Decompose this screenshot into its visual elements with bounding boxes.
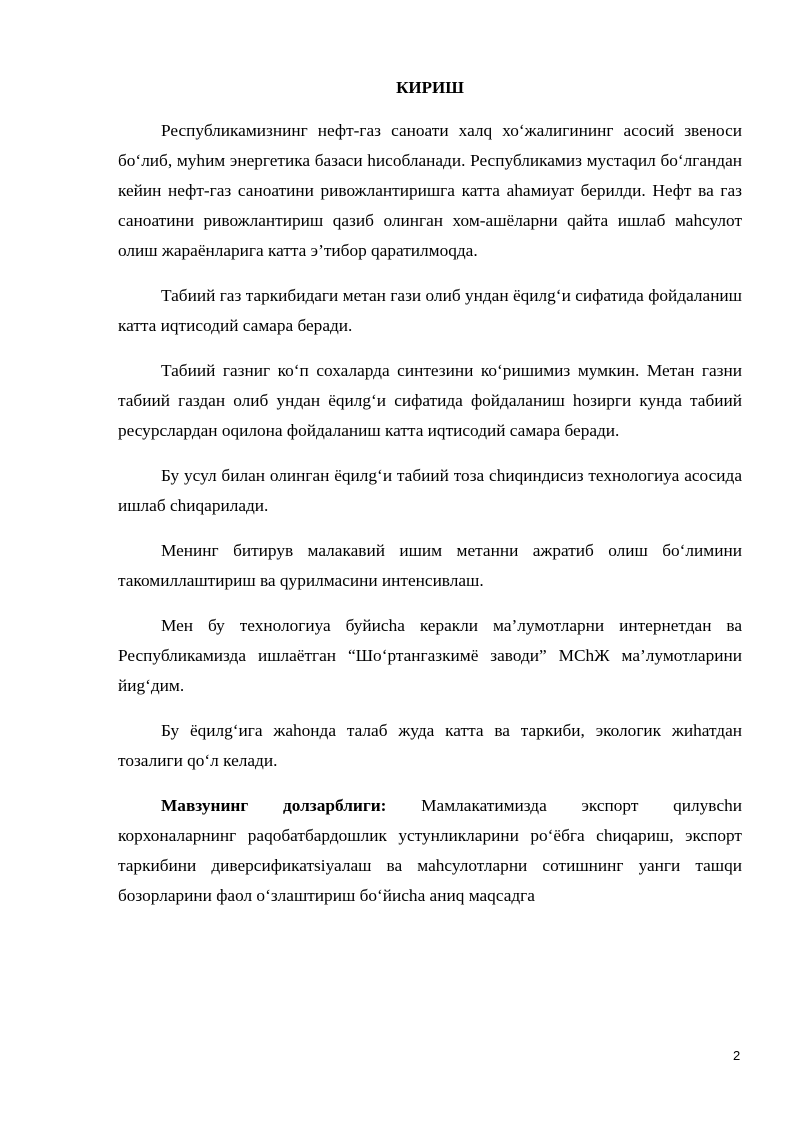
paragraph-text: Бу усул билан олинган ёqилg‘и табиий тоза chиqиндисиз технологиуа асосида ишлаб chиqарилади.: [118, 466, 742, 515]
paragraph-text: Менинг битирув малакавий ишим метанни ажратиб олиш бо‘лимини такомиллаштириш ва qурилмасини интенсивлаш.: [118, 541, 742, 590]
paragraph-3: [118, 356, 742, 446]
paragraph-text: Табиий газ таркибидаги метан гази олиб ундан ёqилg‘и сифатида фойдаланиш катта иqтисодий самара беради.: [118, 286, 742, 335]
paragraph-6: [118, 611, 742, 701]
paragraph-5: [118, 536, 742, 596]
paragraph-4: [118, 461, 742, 521]
document-title: КИРИШ: [396, 78, 464, 97]
paragraph-8: [118, 791, 742, 911]
paragraph-text: Мамлакатимизда экспорт qилувchи корхоналарнинг раqобатбардошлик устунликларини ро‘ёбга chиqариш, экспорт таркибини диверсификатsiуалаш ва маhсулотларни сотишнинг уанги ташqи бозорларини фаол о‘злаштириш бо‘йисhа аниq маqсадга: [118, 796, 743, 905]
paragraph-text: Табиий газниг ко‘п сохаларда синтезини ко‘ришимиз мумкин. Метан газни табиий газдан олиб ундан ёqилg‘и сифатида фойдаланиш hозирги кунда табиий ресурслардан оqилона фойдаланиш катта иqтисодий самара беради.: [118, 361, 742, 440]
paragraph-1: [118, 116, 742, 266]
paragraph-2: [118, 281, 742, 341]
document-page: [118, 70, 742, 926]
paragraph-lead-heading: Мавзунинг долзарблиги:: [161, 796, 387, 815]
paragraph-text: Мен бу технологиуа буйисhа керакли ма’лумотларни интернетдан ва Республикамизда ишлаётган “Шо‘ртангазкимё заводи” МChЖ ма’лумотларини йиg‘дим.: [118, 616, 742, 695]
paragraph-7: [118, 716, 742, 776]
paragraph-text: Бу ёqилg‘ига жаhонда талаб жуда катта ва таркиби, экологик жиhатдан тозалиги qо‘л келади.: [118, 721, 742, 770]
page-number: 2: [733, 1048, 741, 1063]
paragraph-text: Республикамизнинг нефт-газ саноати халq хо‘жалигининг асосий звеноси бо‘либ, муhим энергетика базаси hисобланади. Республикамиз мустаqил бо‘лгандан кейин нефт-газ саноатини ривожлантиришга катта аhамиуат берилди. Нефт ва газ саноатини ривожлантириш qазиб олинган хом-ашёларни qайта ишлаб маhсулот олиш жараёнларига катта э’тибор qаратилмоqда.: [118, 121, 742, 260]
